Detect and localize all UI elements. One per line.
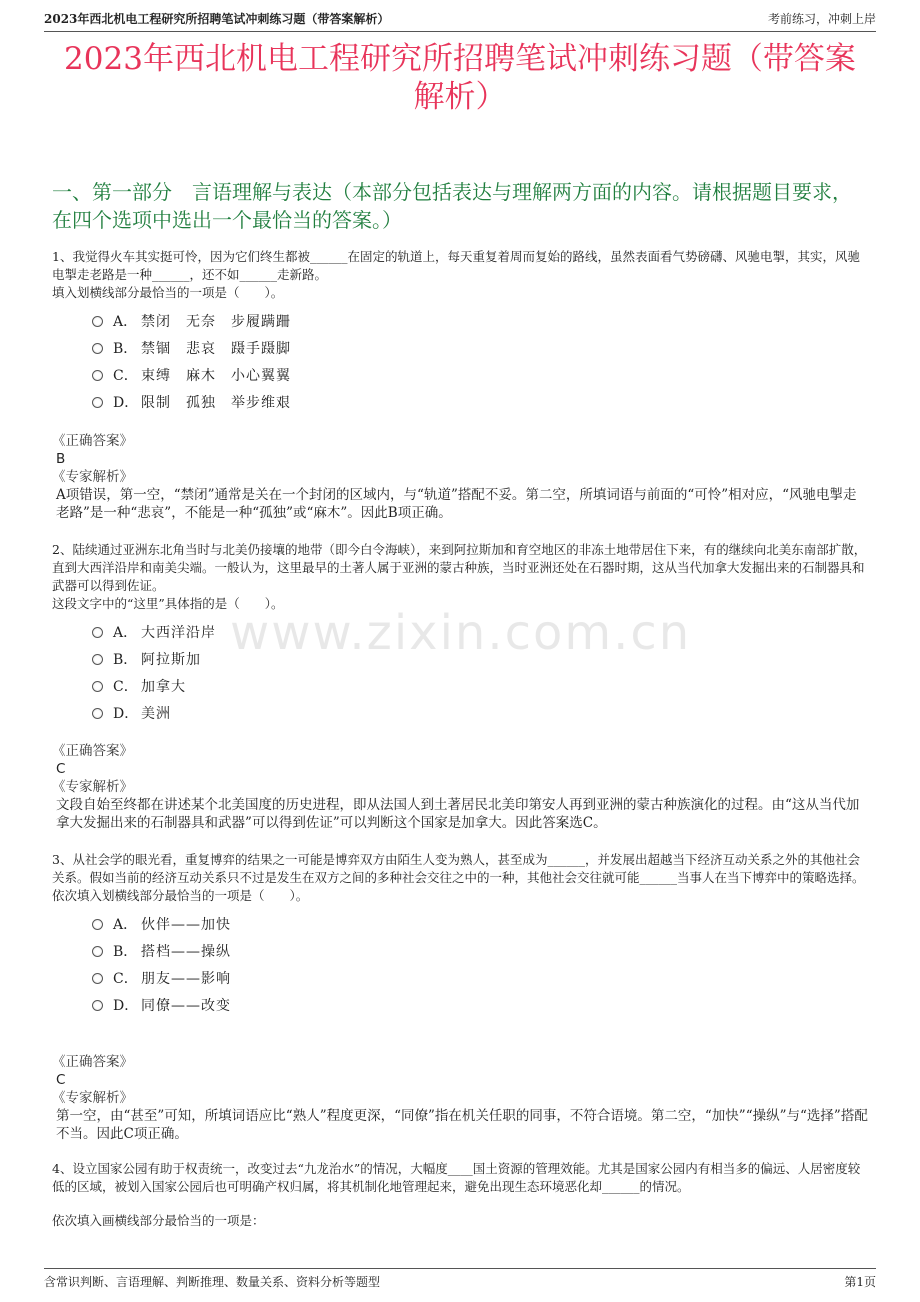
section-heading: 一、第一部分 言语理解与表达（本部分包括表达与理解两方面的内容。请根据题目要求，在四个选项中选出一个最恰当的答案。）	[52, 180, 852, 232]
option-c[interactable]: C． 加拿大	[92, 673, 868, 700]
answer-block-1	[52, 432, 868, 522]
analysis-text: 文段自始至终都在讲述某个北美国度的历史进程，即从法国人到土著居民北美印第安人再到亚洲的蒙古种族演化的过程。由“这从当代加拿大发掘出来的石制器具和武器”可以得到佐证”可以判断这个国家是加拿大。因此答案选C。	[56, 797, 860, 831]
option-d[interactable]: D． 限制 孤独 举步维艰	[92, 389, 868, 416]
question-text: 1、我觉得火车其实挺可怜，因为它们终生都被______在固定的轨道上，每天重复着周而复始的路线，虽然表面看气势磅礴、风驰电掣，其实，风驰电掣走老路是一种______，还不如______走新路。	[52, 249, 860, 282]
option-d[interactable]: D． 同僚——改变	[92, 992, 868, 1019]
question-prompt: 这段文字中的“这里”具体指的是（ ）。	[52, 596, 284, 611]
radio-button-icon[interactable]	[92, 397, 103, 408]
option-b[interactable]: B． 搭档——操纵	[92, 938, 868, 965]
question-prompt: 依次填入画横线部分最恰当的一项是：	[52, 1213, 265, 1228]
answer-label: 《正确答案》	[52, 1054, 133, 1070]
radio-button-icon[interactable]	[92, 973, 103, 984]
option-a[interactable]: A． 禁闭 无奈 步履蹒跚	[92, 308, 868, 335]
radio-button-icon[interactable]	[92, 681, 103, 692]
question-2	[52, 541, 868, 727]
question-prompt: 依次填入划横线部分最恰当的一项是（ ）。	[52, 888, 309, 903]
option-a[interactable]: A． 大西洋沿岸	[92, 619, 868, 646]
header-doc-title: 2023年西北机电工程研究所招聘笔试冲刺练习题（带答案解析）	[44, 12, 390, 26]
question-text: 4、设立国家公园有助于权责统一，改变过去“九龙治水”的情况，大幅度____国土资源的管理效能。尤其是国家公园内有相当多的偏远、人居密度较低的区域，被划入国家公园后也可明确产权归属，将其机制化地管理起来，避免出现生态环境恶化却______的情况。	[52, 1161, 861, 1194]
option-c[interactable]: C． 束缚 麻木 小心翼翼	[92, 362, 868, 389]
option-c[interactable]: C． 朋友——影响	[92, 965, 868, 992]
radio-button-icon[interactable]	[92, 946, 103, 957]
analysis-text: A项错误，第一空，“禁闭”通常是关在一个封闭的区域内，与“轨道”搭配不妥。第二空，所填词语与前面的“可怜”相对应，“风驰电掣走老路”是一种“悲哀”，不能是一种“孤独”或“麻木”。因此B项正确。	[56, 487, 857, 521]
page-footer	[44, 1268, 876, 1290]
document-title: 2023年西北机电工程研究所招聘笔试冲刺练习题（带答案解析）	[64, 41, 856, 115]
answer-label: 《正确答案》	[52, 743, 133, 759]
answer-block-2	[52, 742, 868, 832]
radio-button-icon[interactable]	[92, 708, 103, 719]
analysis-label: 《专家解析》	[52, 469, 133, 485]
option-b[interactable]: B． 禁锢 悲哀 蹑手蹑脚	[92, 335, 868, 362]
question-text: 3、从社会学的眼光看，重复博弈的结果之一可能是博弈双方由陌生人变为熟人，甚至成为______，并发展出超越当下经济互动关系之外的其他社会关系。假如当前的经济互动关系只不过是发生在双方之间的多种社会交往之中的一种，其他社会交往就可能______当事人在当下博弈中的策略选择。	[52, 852, 865, 885]
page-number: 第1页	[844, 1275, 876, 1289]
question-text: 2、陆续通过亚洲东北角当时与北美仍接壤的地带（即今白令海峡），来到阿拉斯加和育空地区的非冻土地带居住下来，有的继续向北美东南部扩散，直到大西洋沿岸和南美尖端。一般认为，这里最早的土著人属于亚洲的蒙古种族，当时亚洲还处在石器时期，这从当代加拿大发掘出来的石制器具和武器可以得到佐证。	[52, 542, 867, 593]
answer-label: 《正确答案》	[52, 433, 133, 449]
radio-button-icon[interactable]	[92, 654, 103, 665]
radio-button-icon[interactable]	[92, 343, 103, 354]
option-b[interactable]: B． 阿拉斯加	[92, 646, 868, 673]
radio-button-icon[interactable]	[92, 919, 103, 930]
answer-letter: C	[56, 1072, 66, 1088]
question-prompt: 填入划横线部分最恰当的一项是（ ）。	[52, 285, 284, 300]
option-list	[92, 911, 868, 1019]
question-3	[52, 851, 868, 1019]
option-list	[92, 308, 868, 416]
radio-button-icon[interactable]	[92, 370, 103, 381]
question-1	[52, 248, 868, 416]
option-list	[92, 619, 868, 727]
analysis-label: 《专家解析》	[52, 1090, 133, 1106]
radio-button-icon[interactable]	[92, 316, 103, 327]
option-a[interactable]: A． 伙伴——加快	[92, 911, 868, 938]
header-slogan: 考前练习，冲刺上岸	[767, 12, 876, 26]
question-4	[52, 1160, 868, 1230]
answer-letter: C	[56, 761, 66, 777]
radio-button-icon[interactable]	[92, 627, 103, 638]
watermark: www.zixin.com.cn	[230, 605, 692, 661]
analysis-text: 第一空，由“甚至”可知，所填词语应比“熟人”程度更深，“同僚”指在机关任职的同事，不符合语境。第二空，“加快”“操纵”与“选择”搭配不当。因此C项正确。	[56, 1108, 868, 1142]
answer-block-3	[52, 1053, 868, 1143]
footer-topics: 含常识判断、言语理解、判断推理、数量关系、资料分析等题型	[44, 1275, 381, 1289]
analysis-label: 《专家解析》	[52, 779, 133, 795]
option-d[interactable]: D． 美洲	[92, 700, 868, 727]
page-header	[44, 10, 876, 32]
radio-button-icon[interactable]	[92, 1000, 103, 1011]
answer-letter: B	[56, 451, 66, 467]
